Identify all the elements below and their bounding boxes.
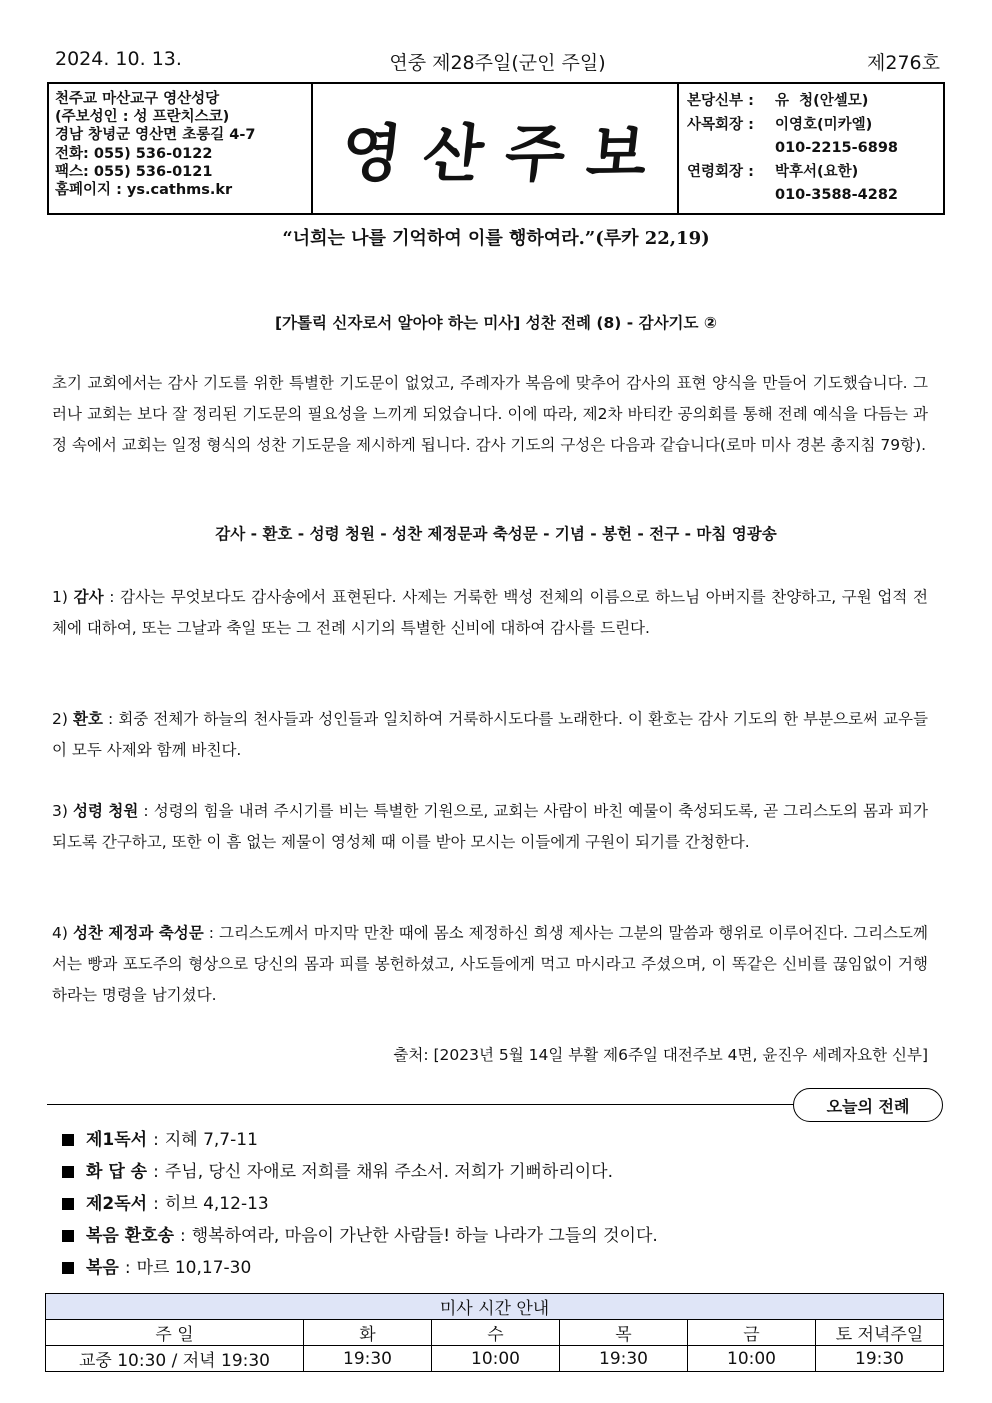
- bullet-square-icon: [62, 1166, 74, 1178]
- time-sunday: 교중 10:30 / 저녁 19:30: [46, 1346, 304, 1372]
- day-wednesday: 수: [432, 1320, 560, 1346]
- logo-box: [313, 84, 679, 213]
- section-text: 감사는 무엇보다도 감사송에서 표현된다. 사제는 거룩한 백성 전체의 이름으로 하느님 아버지를 찬양하고, 구원 업적 전체에 대하여, 또는 그날과 축일 또는 그 전례 시기의 특별한 신비에 대하여 감사를 드린다.: [52, 588, 928, 637]
- council-label: 사목회장 :: [687, 116, 754, 133]
- bullet-square-icon: [62, 1262, 74, 1274]
- reading-text: 히브 4,12-13: [164, 1194, 269, 1214]
- parish-phone: 전화: 055) 536-0122: [55, 145, 213, 162]
- section-acclamation: 2) 환호 : 회중 전체가 하늘의 천사들과 성인들과 일치하여 거룩하시도다를 노래한다. 이 환호는 감사 기도의 한 부분으로써 교우들이 모두 사제와 함께 바친다.: [52, 710, 928, 759]
- section-term: 감사: [73, 588, 104, 606]
- section-thanksgiving: 1) 감사 : 감사는 무엇보다도 감사송에서 표현된다. 사제는 거룩한 백성 전체의 이름으로 하느님 아버지를 찬양하고, 구원 업적 전체에 대하여, 또는 그날과 축일 또는 그 전례 시기의 특별한 신비에 대하여 감사를 드린다.: [52, 588, 928, 637]
- masthead: [47, 82, 945, 215]
- section-text: 그리스도께서 마지막 만찬 때에 몸소 제정하신 희생 제사는 그분의 말씀과 행위로 이루어진다. 그리스도께서는 빵과 포도주의 형상으로 당신의 몸과 피를 봉헌하셨고, 사도들에게 먹고 마시라고 주셨으며, 이 똑같은 신비를 끊임없이 거행하라는 명령을 남기셨다.: [52, 924, 928, 1004]
- council-name: 이영호(미카엘): [775, 116, 873, 133]
- section-text: 회중 전체가 하늘의 천사들과 성인들과 일치하여 거룩하시도다를 노래한다. 이 환호는 감사 기도의 한 부분으로써 교우들이 모두 사제와 함께 바친다.: [52, 710, 928, 759]
- senior-phone: 010-3588-4282: [775, 187, 899, 203]
- pastor-name: 유 청(안셀모): [775, 93, 869, 109]
- day-tuesday: 화: [304, 1320, 432, 1346]
- reading-text: 주님, 당신 자애로 저희를 채워 주소서. 저희가 기뻐하리이다.: [164, 1162, 614, 1182]
- bulletin-logo: 영산주보: [337, 117, 674, 190]
- bulletin-date: 2024. 10. 13.: [55, 48, 182, 70]
- time-saturday: 19:30: [816, 1346, 944, 1372]
- time-thursday: 19:30: [560, 1346, 688, 1372]
- day-friday: 금: [688, 1320, 816, 1346]
- issue-number: 제276호: [867, 52, 940, 74]
- mass-times-caption: 미사 시간 안내: [46, 1294, 944, 1320]
- section-number: 1): [52, 588, 68, 606]
- day-saturday: 토 저녁주일: [816, 1320, 944, 1346]
- header-bar: [55, 48, 940, 76]
- section-epiclesis: 3) 성령 청원 : 성령의 힘을 내려 주시기를 비는 특별한 기원으로, 교회는 사람이 바친 예물이 축성되도록, 곧 그리스도의 몸과 피가 되도록 간구하고, 또한 이 흠 없는 제물이 영성체 때 이를 받아 모시는 이들에게 구원이 되기를 간청한다.: [52, 802, 928, 851]
- todays-liturgy-badge: 오늘의 전례: [793, 1088, 943, 1122]
- divider: [47, 1104, 797, 1105]
- parish-name: 천주교 마산교구 영산성당: [55, 91, 220, 107]
- parish-fax: 팩스: 055) 536-0121: [55, 163, 213, 180]
- time-tuesday: 19:30: [304, 1346, 432, 1372]
- scripture-quote: “너희는 나를 기억하여 이를 행하여라.”(루카 22,19): [282, 228, 710, 249]
- week-title: 연중 제28주일(군인 주일): [389, 52, 606, 74]
- section-term: 성령 청원: [72, 802, 139, 820]
- mass-times-value-row: [46, 1346, 944, 1372]
- reading-label: 제2독서: [86, 1194, 148, 1214]
- bullet-square-icon: [62, 1230, 74, 1242]
- day-thursday: 목: [560, 1320, 688, 1346]
- senior-name: 박후서(요한): [775, 163, 859, 180]
- reading-label: 제1독서: [86, 1130, 148, 1150]
- reading-gospel: 복음 : 마르 10,17-30: [62, 1252, 658, 1284]
- council-row: [687, 114, 943, 138]
- section-text: 성령의 힘을 내려 주시기를 비는 특별한 기원으로, 교회는 사람이 바친 예물이 축성되도록, 곧 그리스도의 몸과 피가 되도록 간구하고, 또한 이 흠 없는 제물이 영성체 때 이를 받아 모시는 이들에게 구원이 되기를 간청한다.: [52, 802, 928, 851]
- mass-times-header-row: [46, 1320, 944, 1346]
- section-term: 성찬 제정과 축성문: [72, 924, 204, 942]
- reading-label: 복음: [86, 1258, 119, 1278]
- bullet-square-icon: [62, 1134, 74, 1146]
- section-number: 3): [52, 802, 68, 820]
- readings-list: [62, 1124, 658, 1284]
- article-source: 출처: [2023년 5월 14일 부활 제6주일 대전주보 4면, 윤진우 세례자요한 신부]: [393, 1046, 928, 1064]
- reading-second: 제2독서 : 히브 4,12-13: [62, 1188, 658, 1220]
- reading-label: 화 답 송: [86, 1162, 148, 1182]
- pastor-label: 본당신부 :: [687, 93, 754, 109]
- section-institution: 4) 성찬 제정과 축성문 : 그리스도께서 마지막 만찬 때에 몸소 제정하신 희생 제사는 그분의 말씀과 행위로 이루어진다. 그리스도께서는 빵과 포도주의 형상으로 당신의 몸과 피를 봉헌하셨고, 사도들에게 먹고 마시라고 주셨으며, 이 똑같은 신비를 끊임없이 거행하라는 명령을 남기셨다.: [52, 924, 928, 1004]
- section-number: 2): [52, 710, 68, 728]
- reading-gospel-acclamation: 복음 환호송 : 행복하여라, 마음이 가난한 사람들! 하늘 나라가 그들의 것이다.: [62, 1220, 658, 1252]
- time-friday: 10:00: [688, 1346, 816, 1372]
- section-number: 4): [52, 924, 68, 942]
- pastor-row: [687, 90, 943, 114]
- patron-saint: (주보성인 : 성 프란치스코): [55, 109, 230, 126]
- parish-homepage[interactable]: 홈페이지 : ys.cathms.kr: [55, 182, 233, 199]
- mass-times-table: [45, 1293, 944, 1372]
- staff-info: [679, 84, 943, 213]
- parish-address: 경남 창녕군 영산면 초롱길 4-7: [55, 127, 256, 144]
- reading-text: 행복하여라, 마음이 가난한 사람들! 하늘 나라가 그들의 것이다.: [191, 1226, 658, 1246]
- time-wednesday: 10:00: [432, 1346, 560, 1372]
- parish-info: [49, 84, 313, 213]
- senior-row: [687, 161, 943, 185]
- reading-first: 제1독서 : 지혜 7,7-11: [62, 1124, 658, 1156]
- bullet-square-icon: [62, 1198, 74, 1210]
- reading-psalm: 화 답 송 : 주님, 당신 자애로 저희를 채워 주소서. 저희가 기뻐하리이다.: [62, 1156, 658, 1188]
- article-title: [가톨릭 신자로서 알아야 하는 미사] 성찬 전례 (8) - 감사기도 ②: [274, 314, 718, 332]
- section-term: 환호: [73, 710, 103, 728]
- reading-text: 마르 10,17-30: [136, 1258, 252, 1278]
- reading-label: 복음 환호송: [86, 1226, 175, 1246]
- reading-text: 지혜 7,7-11: [164, 1130, 258, 1150]
- article-intro: 초기 교회에서는 감사 기도를 위한 특별한 기도문이 없었고, 주례자가 복음에 맞추어 감사의 표현 양식을 만들어 기도했습니다. 그러나 교회는 보다 잘 정리된 기도문의 필요성을 느끼게 되었습니다. 이에 따라, 제2차 바티칸 공의회를 통해 전례 예식을 다듬는 과정 속에서 교회는 일정 형식의 성찬 기도문을 제시하게 됩니다. 감사 기도의 구성은 다음과 같습니다(로마 미사 경본 총지침 79항).: [52, 374, 928, 454]
- eucharistic-prayer-structure: 감사 - 환호 - 성령 청원 - 성찬 제정문과 축성문 - 기념 - 봉헌 - 전구 - 마침 영광송: [215, 525, 777, 543]
- senior-label: 연령회장 :: [687, 163, 754, 180]
- council-phone: 010-2215-6898: [775, 140, 899, 156]
- day-sunday: 주 일: [46, 1320, 304, 1346]
